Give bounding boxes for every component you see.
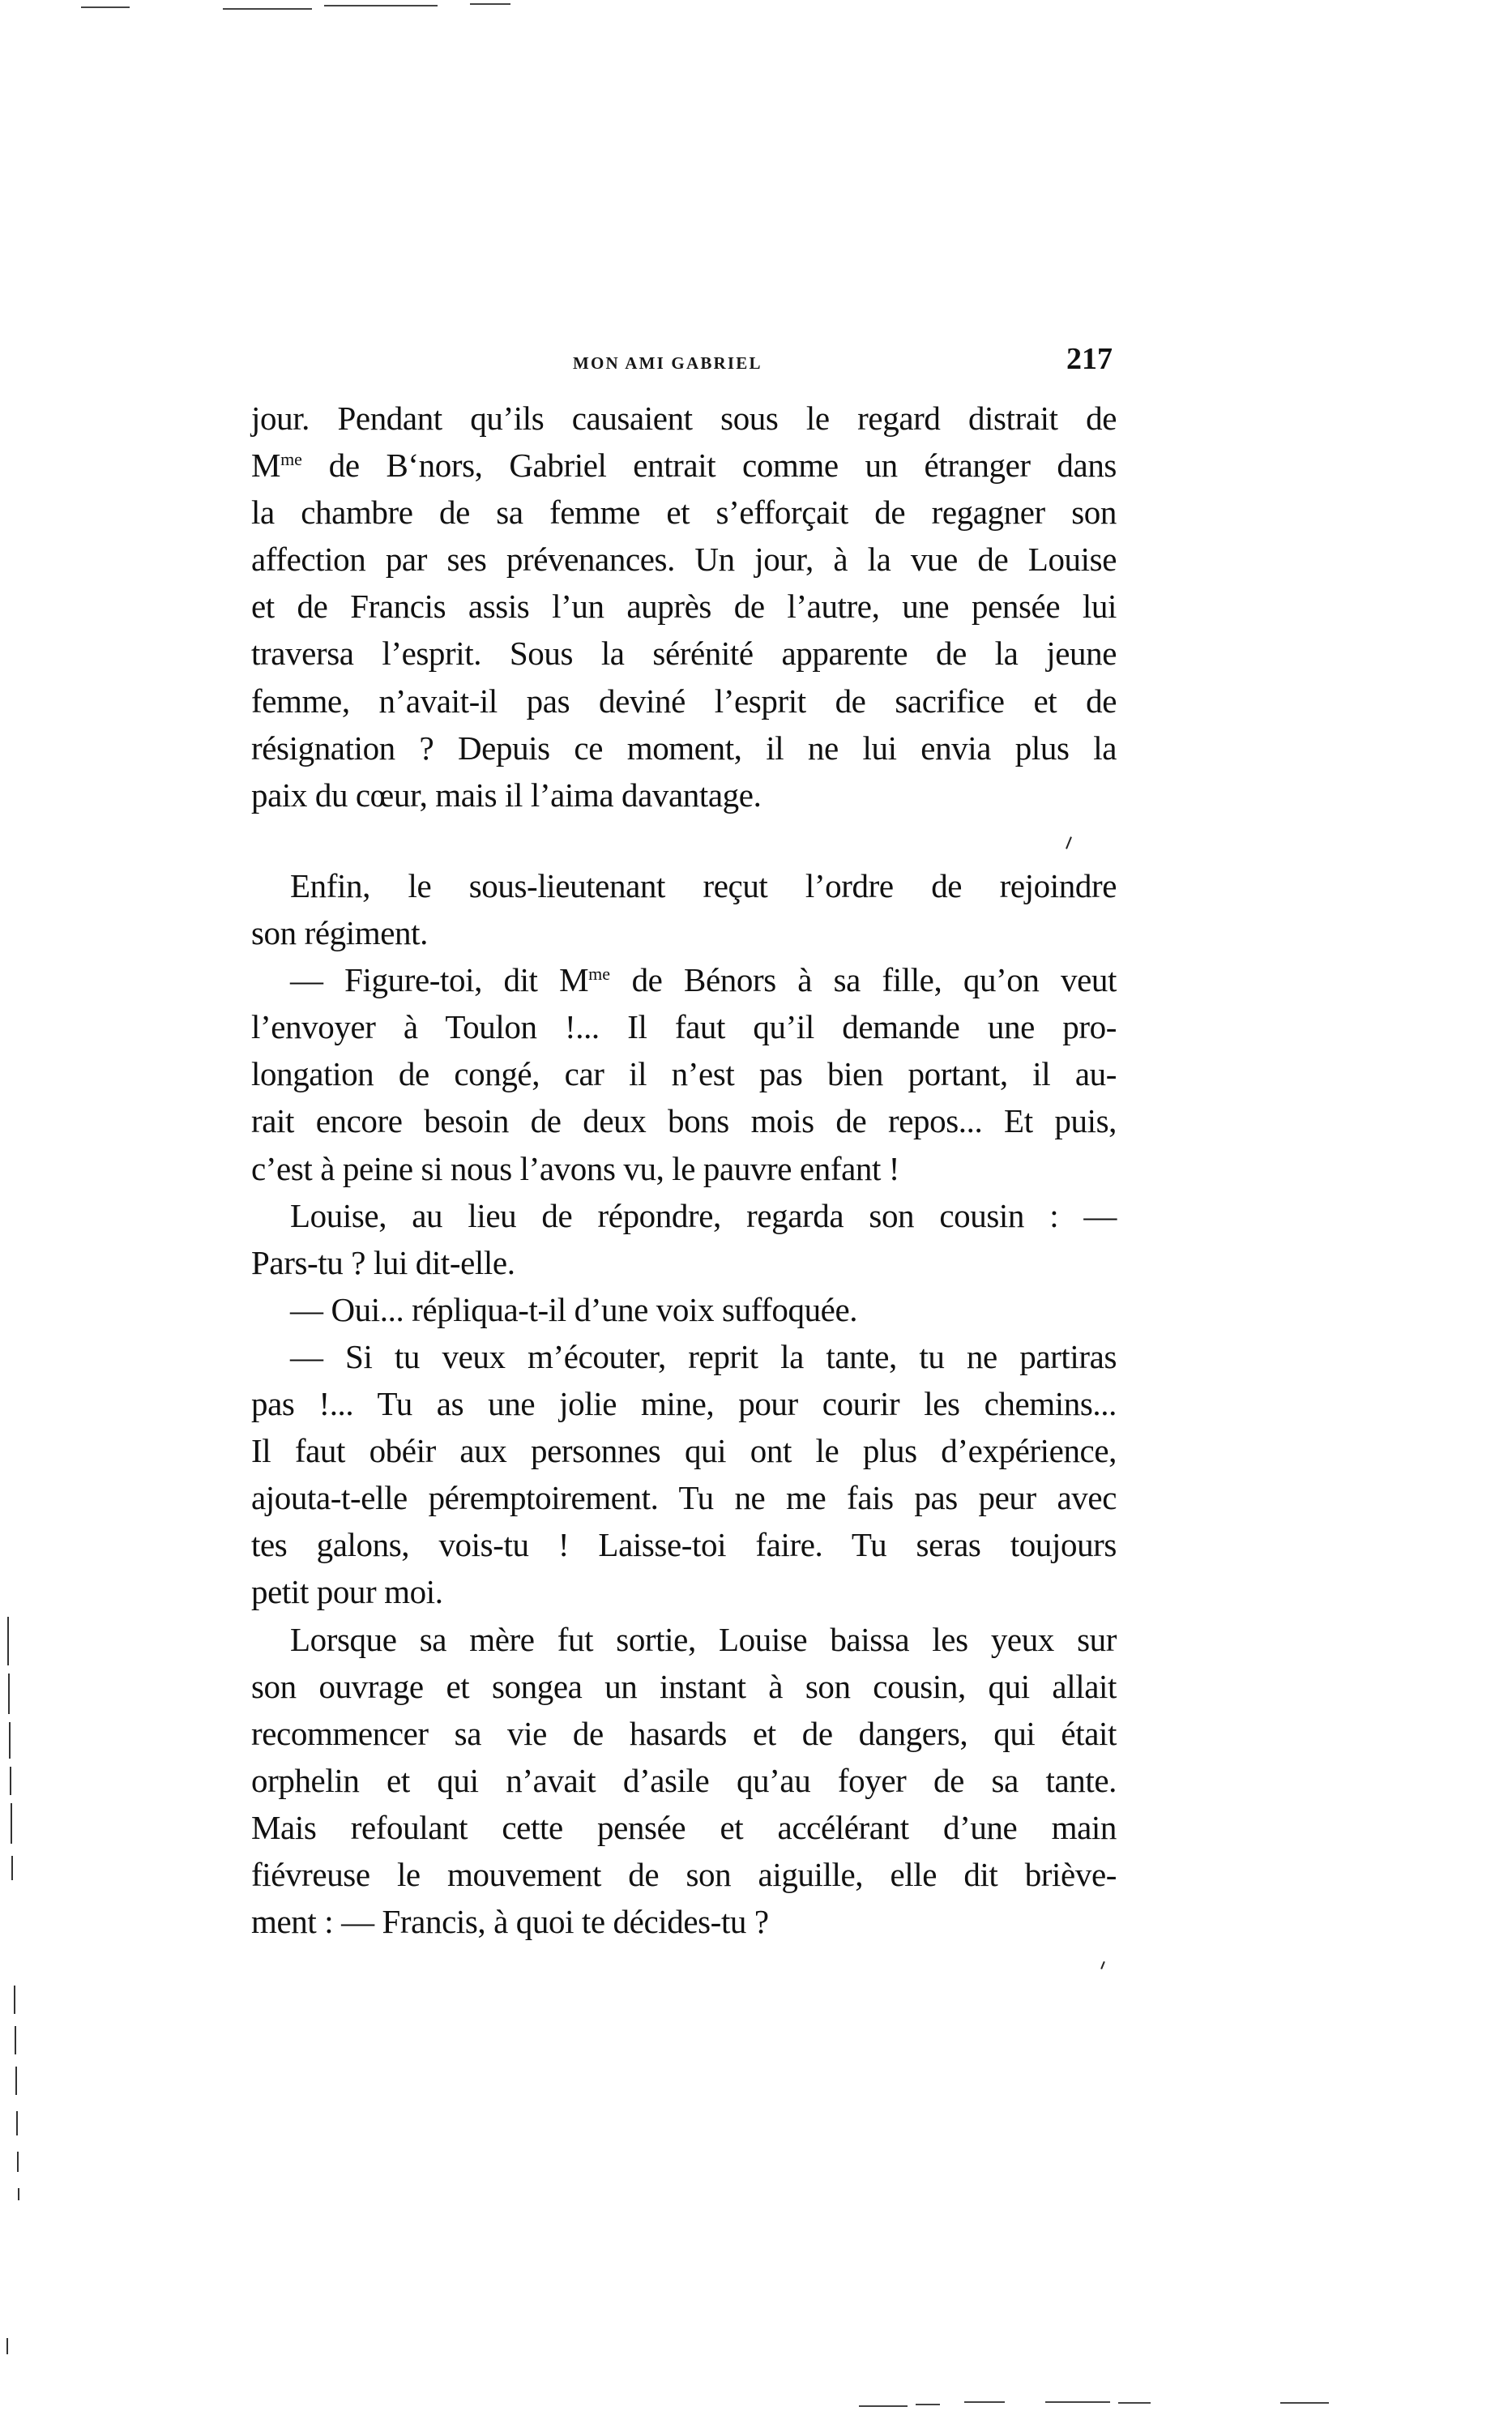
scan-edge-left [11, 1856, 13, 1880]
text-line: orphelin et qui n’avait d’asile qu’au foyer de sa tante. [251, 1761, 1117, 1799]
text-line: son régiment. [251, 914, 428, 952]
scan-edge-left [10, 1767, 11, 1795]
text-line: Mais refoulant cette pensée et accélérant d’une main [251, 1808, 1117, 1846]
text-line: pas !... Tu as une jolie mine, pour courir les chemins... [251, 1385, 1117, 1423]
stray-mark [1066, 836, 1072, 849]
text-line: rait encore besoin de deux bons mois de repos... Et puis, [251, 1102, 1117, 1140]
text-line: tes galons, vois-tu ! Laisse-toi faire. Tu seras toujours [251, 1526, 1117, 1564]
paragraph [251, 395, 1117, 819]
text-line: Lorsque sa mère fut sortie, Louise baissa les yeux sur [290, 1620, 1117, 1658]
scan-edge-left [18, 2188, 19, 2200]
scan-edge-top [223, 8, 312, 10]
text-line: longation de congé, car il n’est pas bien portant, il au- [251, 1055, 1117, 1093]
scan-edge-left [11, 1803, 12, 1844]
scan-edge-left [16, 2111, 18, 2135]
scan-edge-left [8, 1674, 10, 1714]
scan-edge-left [14, 1986, 15, 2014]
text-line: Il faut obéir aux personnes qui ont le plus d’expérience, [251, 1432, 1117, 1470]
scan-edge-bottom [1118, 2402, 1151, 2404]
abbr-prefix: M [251, 447, 281, 485]
text-line: et de Francis assis l’un auprès de l’autre, une pensée lui [251, 588, 1117, 626]
scan-edge-left [15, 2026, 16, 2054]
abbr-superscript: me [280, 449, 302, 470]
text-line-rest: de Bénors à sa fille, qu’on veut [631, 961, 1117, 999]
text-line: — Si tu veux m’écouter, reprit la tante, tu ne partiras [290, 1337, 1117, 1375]
scan-edge-left [6, 2338, 8, 2354]
scan-edge-bottom [916, 2404, 940, 2405]
text-line: paix du cœur, mais il l’aima davantage. [251, 776, 762, 814]
text-line-start: — Figure-toi, dit [290, 961, 538, 999]
text-line: ment : — Francis, à quoi te décides-tu ? [251, 1903, 769, 1941]
text-line: traversa l’esprit. Sous la sérénité apparente de la jeune [251, 635, 1117, 673]
text-line [251, 442, 1117, 489]
text-line: affection par ses prévenances. Un jour, à la vue de Louise [251, 541, 1117, 579]
text-line: la chambre de sa femme et s’efforçait de regagner son [251, 494, 1117, 532]
text-line: son ouvrage et songea un instant à son cousin, qui allait [251, 1667, 1117, 1705]
abbr-superscript: me [588, 964, 611, 985]
text-line: Pars-tu ? lui dit-elle. [251, 1243, 515, 1281]
scan-edge-top [470, 3, 510, 5]
text-line: Enfin, le sous-lieutenant reçut l’ordre de rejoindre [290, 867, 1117, 904]
scan-edge-left [7, 1617, 9, 1665]
text-line: résignation ? Depuis ce moment, il ne lui envia plus la [251, 729, 1117, 767]
text-line [251, 956, 1117, 1003]
scan-edge-left [17, 2152, 19, 2172]
scan-edge-bottom [1280, 2402, 1329, 2404]
text-line: recommencer sa vie de hasards et de dangers, qui était [251, 1714, 1117, 1752]
text-line: l’envoyer à Toulon !... Il faut qu’il demande une pro- [251, 1008, 1117, 1046]
scan-edge-top [324, 5, 438, 6]
text-line: fiévreuse le mouvement de son aiguille, elle dit briève- [251, 1855, 1117, 1893]
paragraph-group [251, 862, 1117, 1945]
text-line: femme, n’avait-il pas deviné l’esprit de sacrifice et de [251, 682, 1117, 720]
scan-edge-left [9, 1722, 11, 1759]
abbr-prefix: M [559, 961, 589, 999]
text-line: c’est à peine si nous l’avons vu, le pauvre enfant ! [251, 1149, 900, 1187]
text-line: petit pour moi. [251, 1573, 443, 1611]
scan-edge-left [15, 2067, 17, 2095]
text-line: — Oui... répliqua-t-il d’une voix suffoquée. [290, 1290, 858, 1328]
running-head-title: MON AMI GABRIEL [573, 353, 762, 373]
text-line: jour. Pendant qu’ils causaient sous le regard distrait de [251, 400, 1117, 437]
text-line: Louise, au lieu de répondre, regarda son cousin : — [290, 1196, 1117, 1234]
scan-edge-bottom [964, 2401, 1005, 2403]
page-number: 217 [1066, 342, 1113, 376]
scan-edge-bottom [859, 2405, 908, 2407]
text-line: ajouta-t-elle péremptoirement. Tu ne me fais pas peur avec [251, 1479, 1117, 1517]
scan-edge-bottom [1045, 2401, 1110, 2403]
stray-mark [1100, 1961, 1105, 1969]
scan-edge-top [81, 6, 130, 8]
text-line-rest: de B‘nors, Gabriel entrait comme un étranger dans [328, 447, 1117, 485]
